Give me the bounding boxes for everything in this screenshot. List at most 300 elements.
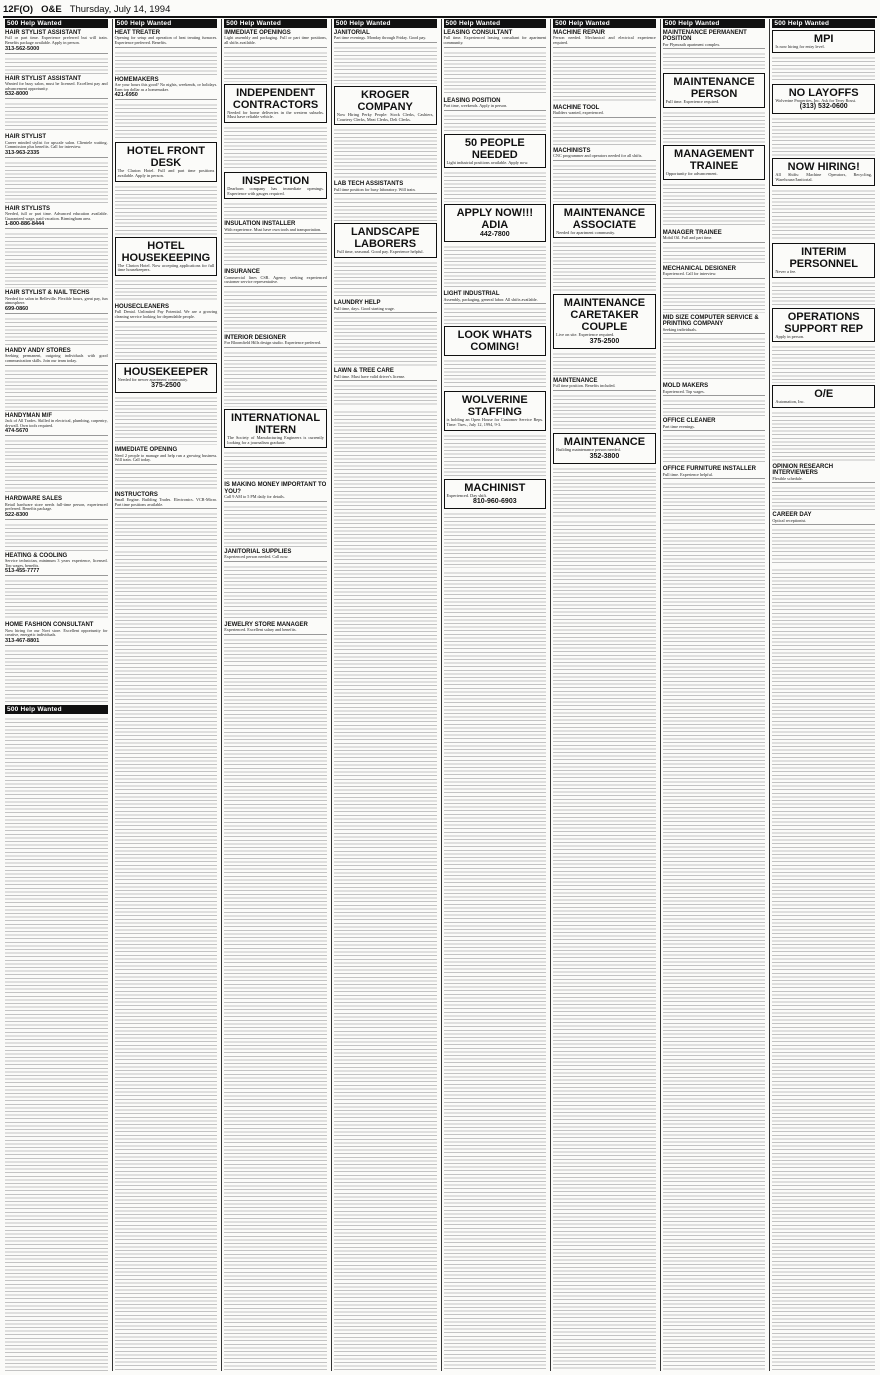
ad-fine-print (663, 281, 766, 313)
ad-fine-print (115, 184, 218, 235)
ad-body: The Clarion Hotel. Full and part time positions available. Apply in person. (117, 168, 215, 178)
classified-ad (224, 172, 327, 199)
ad-fine-print (334, 196, 437, 221)
ad-title: JANITORIAL (333, 30, 370, 36)
ad-fine-print (772, 55, 875, 82)
ad-body: Needed for apartment community. (556, 229, 616, 235)
ad-fine-print (5, 160, 108, 204)
ad-fine-print (772, 280, 875, 306)
ad-phone: 352-3800 (589, 452, 620, 460)
ad-fine-print (115, 50, 218, 75)
section-header: 500 Help Wanted (444, 19, 547, 28)
ad-body: Are your hours this good? No nights, weekends, or holidays. Earn top dollar as a homemaker. (114, 82, 218, 92)
ad-phone: 522-8300 (5, 511, 29, 518)
classified-ad (444, 326, 547, 356)
ad-body: Wanted for busy salon, must be licensed. Excellent pay and advancement opportunity. (5, 81, 108, 91)
column-fine-print (663, 527, 766, 1371)
classified-column-6 (550, 19, 658, 1371)
classified-column-3 (221, 19, 329, 1371)
paper-name: O&E (41, 3, 62, 15)
ad-fine-print (663, 433, 766, 464)
ad-title: KROGER COMPANY (357, 89, 413, 113)
ad-title: WOLVERINE STAFFING (461, 394, 528, 419)
ad-phone: 421-6950 (114, 92, 138, 99)
section-header: 500 Help Wanted (5, 19, 108, 28)
ad-fine-print (553, 120, 656, 146)
ad-title: OPINION RESEARCH INTERVIEWERS (772, 463, 834, 477)
classified-ad (334, 223, 437, 258)
classified-ad (224, 84, 327, 123)
ad-body: Apply in person. (775, 333, 805, 339)
classified-ad (5, 290, 108, 314)
ad-title: MID SIZE COMPUTER SERVICE & PRINTING COMPANY (662, 314, 759, 328)
classified-ad (5, 348, 108, 366)
classified-ad (115, 447, 218, 465)
classified-ad (553, 433, 656, 464)
ad-body: Experienced person needed. Call now. (224, 554, 289, 560)
ad-title: INSTRUCTORS (114, 491, 158, 498)
ad-title: OPERATIONS SUPPORT REP (784, 310, 864, 335)
ad-fine-print (115, 102, 218, 140)
ad-title: MPI (813, 33, 834, 45)
ad-title: 50 PEOPLE NEEDED (464, 136, 525, 161)
ad-body: Dearborn company has immediate openings. Experience with gauges required. (227, 186, 324, 196)
classified-ad (772, 512, 875, 525)
ad-fine-print (224, 564, 327, 620)
classified-ad (663, 145, 766, 180)
classified-ad (224, 409, 327, 448)
ad-title: INTERIOR DESIGNER (224, 335, 286, 341)
ad-phone: 375-2500 (589, 338, 620, 345)
section-header: 500 Help Wanted (663, 19, 766, 28)
classified-ad (772, 464, 875, 483)
column-fine-print (5, 716, 108, 1371)
issue-date: Thursday, July 14, 1994 (69, 3, 171, 15)
ad-body: Now Hiring Perky People: Stock Clerks, Cashiers, Courtesy Clerks, Meat Clerks, Deli Clerks. (336, 112, 434, 122)
ad-title: INTERIM PERSONNEL (789, 245, 858, 270)
ad-fine-print (444, 50, 547, 96)
ad-phone: 375-2500 (151, 382, 181, 390)
classified-ad (224, 30, 327, 48)
ad-body: With experience. Must have own tools and transportation. (224, 226, 322, 232)
section-header: 500 Help Wanted (553, 19, 656, 28)
classified-ad (115, 363, 218, 394)
ad-title: HOUSECLEANERS (114, 304, 169, 310)
ad-body: is holding an Open House for Customer Service Reps. Time: Tues., July 12, 1994, 9-3. (446, 417, 544, 427)
ad-body: All Shifts: Machine Operators, Recycling, Warehouse/Janitorial. (775, 172, 872, 183)
classified-ad (5, 134, 108, 158)
ad-phone: 313-963-2335 (5, 149, 40, 156)
ad-title: LAUNDRY HELP (333, 300, 381, 307)
ad-fine-print (444, 358, 547, 389)
classified-ad (224, 482, 327, 501)
ad-phone: 313-562-5000 (5, 45, 40, 52)
classified-ad (5, 496, 108, 520)
classified-ad (5, 553, 108, 577)
ad-body: Person needed. Mechanical and electrical experience required. (553, 35, 656, 45)
ad-fine-print (444, 306, 547, 324)
ad-title: MECHANICAL DESIGNER (662, 265, 736, 272)
ad-body: Full or part time. Experience preferred but will train. Benefits package available. Apply in person. (5, 35, 108, 45)
ad-fine-print (444, 511, 547, 568)
ad-body: Career minded stylist for upscale salon. Clientele waiting. Commission plus benefits. Call for interview. (5, 139, 108, 150)
column-fine-print (334, 409, 437, 1371)
classified-ad (772, 30, 875, 53)
ad-title: MANAGER TRAINEE (662, 229, 722, 236)
classified-ad (772, 243, 875, 278)
classifieds-columns (3, 19, 877, 1371)
ad-body: Full time. Must have valid driver's license. (333, 373, 406, 379)
ad-fine-print (224, 289, 327, 333)
ad-body: Is now hiring for entry level. (775, 44, 825, 49)
classified-ad (334, 86, 437, 125)
classified-ad (115, 30, 218, 48)
classified-ad (224, 622, 327, 635)
masthead-rule (3, 16, 877, 18)
classified-ad (663, 266, 766, 279)
ad-body: Automation, Inc. (775, 399, 805, 405)
ad-fine-print (334, 315, 437, 366)
ad-title: LOOK WHATS COMING! (457, 329, 532, 354)
ad-fine-print (663, 336, 766, 381)
ad-body: Service technician, minimum 3 years experience, licensed. Top wages, benefits. (5, 558, 108, 568)
ad-body: Part time, weekends. Apply in person. (443, 103, 508, 108)
ad-title: MAINTENANCE CARETAKER COUPLE (563, 297, 646, 334)
ad-body: Call 9 AM to 5 PM daily for details. (224, 494, 285, 500)
ad-fine-print (663, 245, 766, 264)
ad-title: HARDWARE SALES (5, 496, 63, 503)
ad-fine-print (663, 481, 766, 525)
ad-body: Full time position for busy laboratory. Will train. (333, 186, 416, 192)
ad-title: INSULATION INSTALLER (224, 221, 296, 228)
classified-ad (224, 335, 327, 348)
classified-column-8 (769, 19, 877, 1371)
ad-fine-print (5, 578, 108, 620)
classified-column-1 (3, 19, 110, 1371)
section-header: 500 Help Wanted (115, 19, 218, 28)
ad-fine-print (334, 383, 437, 407)
ad-fine-print (224, 637, 327, 666)
ad-fine-print (5, 231, 108, 288)
ad-fine-print (444, 244, 547, 289)
ad-phone: (313) 532-0600 (799, 103, 848, 111)
ad-title: INDEPENDENT CONTRACTORS (232, 86, 319, 111)
ad-fine-print (444, 113, 547, 132)
classified-ad (334, 181, 437, 194)
ad-title: HAIR STYLISTS (5, 205, 51, 212)
classified-ad (772, 158, 875, 185)
ad-fine-print (5, 101, 108, 132)
ad-title: HAIR STYLIST & NAIL TECHS (5, 290, 90, 297)
classified-ad (553, 204, 656, 239)
classified-column-2 (112, 19, 220, 1371)
classified-ad (663, 315, 766, 334)
ad-title: LEASING POSITION (443, 97, 501, 104)
ad-body: The Clarion Hotel. Now accepting applications for full time housekeepers. (117, 262, 215, 273)
ad-fine-print (224, 50, 327, 82)
ad-title: LANDSCAPE LABORERS (350, 226, 420, 251)
ad-body: Full time. Experience helpful. (662, 471, 713, 477)
classified-ad (5, 622, 108, 646)
classified-ad (444, 479, 547, 510)
ad-body: Full time position. Benefits included. (553, 383, 616, 389)
ad-fine-print (224, 125, 327, 170)
ad-fine-print (772, 344, 875, 383)
classified-ad (115, 237, 218, 276)
ad-fine-print (334, 260, 437, 298)
ad-fine-print (553, 163, 656, 202)
ad-title: IMMEDIATE OPENING (114, 447, 178, 454)
classified-ad (553, 294, 656, 349)
ad-phone: 474-5670 (5, 428, 29, 435)
ad-fine-print (663, 182, 766, 228)
classified-ad (444, 134, 547, 169)
ad-title: MACHINIST (464, 481, 526, 494)
ad-title: MOLD MAKERS (662, 383, 709, 390)
ad-body: Retail hardware store needs full-time person, experienced preferred. Benefits package. (5, 501, 108, 512)
ad-title: LIGHT INDUSTRIAL (443, 291, 500, 298)
column-fine-print (772, 567, 875, 1371)
ad-title: HOTEL FRONT DESK (126, 145, 205, 170)
ad-fine-print (553, 466, 656, 517)
ad-fine-print (553, 393, 656, 431)
ad-body: Wolverine Properties, Inc. Ask for Terry Rossi. (775, 97, 857, 103)
ad-phone: 699-0860 (5, 305, 29, 312)
ad-fine-print (5, 316, 108, 346)
ad-fine-print (224, 504, 327, 547)
ad-fine-print (334, 127, 437, 179)
ad-title: LAB TECH ASSISTANTS (333, 181, 404, 188)
classified-column-7 (660, 19, 768, 1371)
ad-fine-print (224, 450, 327, 480)
ad-phone: 532-8000 (5, 91, 29, 98)
classified-ad (115, 492, 218, 510)
column-fine-print (224, 668, 327, 1371)
ad-body: Commercial lines CSR. Agency seeking experienced customer service representative. (224, 274, 327, 285)
classified-ad (553, 148, 656, 161)
classified-ad (663, 230, 766, 243)
classified-ad (5, 206, 108, 230)
ad-title: HAIR STYLIST ASSISTANT (5, 30, 82, 36)
ad-title: NO LAYOFFS (788, 86, 859, 99)
classified-ad (5, 413, 108, 437)
classified-ad (115, 304, 218, 322)
ad-body: Never a fee. (775, 268, 797, 274)
ad-fine-print (772, 188, 875, 241)
classified-ad (663, 73, 766, 108)
ad-body: Full Dental. Unlimited Pay Potential. We are a growing cleaning service looking for dependable people. (114, 309, 218, 319)
classified-ad (772, 308, 875, 343)
ad-title: MACHINE TOOL (553, 104, 600, 111)
ad-fine-print (115, 511, 218, 547)
ad-title: LAWN & TREE CARE (333, 368, 394, 375)
ad-title: INSURANCE (224, 269, 260, 276)
ad-title: JANITORIAL SUPPLIES (224, 548, 292, 555)
ad-fine-print (224, 201, 327, 219)
ad-body: Needed for salon in Belleville. Flexible hours, great pay, fun atmosphere. (5, 295, 108, 306)
ad-body: Now hiring for our Novi store. Excellent opportunity for creative, energetic individuals. (5, 627, 108, 638)
section-header: 500 Help Wanted (334, 19, 437, 28)
ad-body: Needed for newer apartment community. (117, 376, 189, 382)
ad-fine-print (115, 278, 218, 302)
ad-title: HEAT TREATER (114, 30, 161, 36)
classified-ad (444, 391, 547, 430)
ad-body: Optical receptionist. (772, 517, 807, 523)
ad-body: Part time evenings. (662, 423, 695, 429)
ad-title: HOMEMAKERS (114, 76, 159, 83)
ad-title: INSPECTION (241, 175, 310, 187)
ad-title: HANDY ANDY STORES (5, 347, 71, 354)
ad-title: MAINTENANCE PERMANENT POSITION (662, 30, 747, 43)
ad-body: Full time. Experienced leasing consultant for apartment community. (443, 35, 547, 45)
ad-body: Seeking permanent, outgoing individuals with good communication skills. Join our team today. (5, 353, 108, 363)
ad-title: INTERNATIONAL INTERN (231, 412, 321, 436)
ad-fine-print (772, 116, 875, 156)
ad-body: Full time. Experience required. (665, 99, 720, 105)
ad-phone: 1-800-886-8444 (5, 221, 45, 228)
ad-body: Experienced. Call for interview. (662, 271, 717, 277)
ad-body: Seeking individuals. (662, 326, 697, 332)
classified-ad (663, 418, 766, 431)
ad-fine-print (115, 467, 218, 490)
ad-fine-print (5, 368, 108, 411)
ad-body: Experienced. Top wages. (662, 388, 705, 394)
classified-ad (772, 84, 875, 115)
ad-phone: 313-467-8801 (5, 637, 40, 644)
classified-ad (224, 221, 327, 234)
classified-ad (334, 368, 437, 381)
classified-ad (444, 204, 547, 242)
ad-fine-print (334, 45, 437, 84)
classified-ad (663, 383, 766, 396)
ad-body: Full time, seasonal. Good pay. Experience helpful. (336, 249, 424, 255)
classified-ad (444, 30, 547, 48)
ad-fine-print (663, 51, 766, 71)
ad-body: Light industrial positions available. Apply now. (446, 159, 529, 165)
classified-ad (115, 142, 218, 181)
ad-title: MACHINE REPAIR (553, 30, 606, 36)
ad-body: Live on site. Experience required. (556, 332, 615, 338)
ad-fine-print (553, 50, 656, 103)
column-fine-print (444, 570, 547, 1371)
ad-body: The Society of Manufacturing Engineers is currently looking for a journalism graduate. (227, 435, 324, 445)
ad-fine-print (444, 170, 547, 202)
ad-body: CNC programmer and operators needed for all shifts. (553, 153, 643, 158)
ad-body: Need 2 people to manage and help run a growing business. Will train. Call today. (114, 452, 218, 463)
ad-fine-print (224, 350, 327, 407)
ad-title: HOUSEKEEPER (123, 365, 209, 378)
page-number: 12F(O) (3, 3, 34, 15)
section-header-bottom: 500 Help Wanted (5, 705, 108, 714)
ad-body: For Bloomfield Hills design studio. Experience preferred. (224, 340, 322, 346)
ad-fine-print (553, 240, 656, 292)
ad-fine-print (772, 410, 875, 462)
ad-body: Mobil Oil. Full and part time. (662, 235, 713, 241)
ad-title: OFFICE FURNITURE INSTALLER (662, 466, 756, 473)
ad-fine-print (115, 395, 218, 445)
ad-title: OFFICE CLEANER (662, 418, 716, 425)
ad-body: Needed for home deliveries in the western suburbs. Must have reliable vehicle. (227, 109, 324, 120)
ad-phone: 513-455-7777 (5, 568, 40, 575)
classified-ad (444, 291, 547, 304)
classified-column-5 (441, 19, 549, 1371)
ad-body: Experienced. Day shift. (446, 492, 488, 498)
classified-ad (224, 549, 327, 562)
ad-title: IS MAKING MONEY IMPORTANT TO YOU? (224, 482, 327, 495)
classified-ad (334, 300, 437, 313)
ad-fine-print (663, 398, 766, 416)
ad-body: Jack of All Trades. Skilled in electrical, plumbing, carpentry, drywall. Own tools required. (5, 417, 108, 428)
ad-body: Small Engine. Building Trades. Electronics. VCR-Micro. Part time positions available. (114, 497, 218, 507)
ad-fine-print (115, 324, 218, 361)
ad-title: HANDYMAN M/F (5, 412, 52, 419)
ad-fine-print (5, 522, 108, 551)
ad-body: Assembly, packaging, general labor. All shifts available. (443, 296, 538, 302)
classified-ad (5, 76, 108, 100)
column-fine-print (115, 549, 218, 1371)
classified-ad (772, 385, 875, 408)
ad-title: CAREER DAY (772, 512, 812, 519)
ad-fine-print (553, 351, 656, 376)
ad-body: For Plymouth apartment complex. (662, 41, 721, 47)
classified-ad (663, 30, 766, 49)
classified-ad (224, 269, 327, 287)
ad-title: APPLY NOW!!! ADIA (456, 207, 534, 232)
ad-body: Needed, full or part time. Advanced education available. Guaranteed wage, paid vacation. Birmingham area. (5, 211, 108, 221)
ad-title: HAIR STYLIST ASSISTANT (5, 75, 82, 82)
ad-fine-print (5, 56, 108, 74)
classified-column-4 (331, 19, 439, 1371)
ad-title: MAINTENANCE (563, 436, 646, 448)
ad-title: HAIR STYLIST (5, 134, 47, 141)
ad-title: MANAGEMENT TRAINEE (674, 148, 755, 173)
ad-title: LEASING CONSULTANT (443, 30, 513, 36)
section-header: 500 Help Wanted (772, 19, 875, 28)
ad-body: Opening for setup and operation of heat treating furnaces. Experience preferred. Benefits. (114, 35, 218, 45)
classified-ad (553, 378, 656, 391)
ad-body: Light assembly and packaging. Full or part time positions, all shifts available. (224, 35, 327, 45)
ad-fine-print (444, 433, 547, 477)
ad-body: Building maintenance person needed. (556, 447, 621, 452)
ad-title: JEWELRY STORE MANAGER (224, 621, 308, 628)
ad-fine-print (663, 110, 766, 143)
ad-phone: 442-7800 (480, 231, 510, 239)
ad-title: MAINTENANCE PERSON (673, 76, 755, 101)
column-fine-print (553, 519, 656, 1371)
ad-fine-print (5, 438, 108, 494)
ad-fine-print (224, 236, 327, 267)
ad-title: O/E (814, 388, 834, 401)
ad-body: Flexible schedule. (772, 475, 803, 481)
classified-ad (334, 30, 437, 43)
ad-body: Experienced. Excellent salary and benefits. (224, 627, 297, 633)
ad-title: HEATING & COOLING (5, 552, 68, 559)
ad-title: MAINTENANCE ASSOCIATE (563, 206, 646, 231)
classified-ad (5, 30, 108, 54)
classified-ad (553, 105, 656, 118)
section-header: 500 Help Wanted (224, 19, 327, 28)
ad-title: MACHINISTS (553, 147, 591, 154)
ad-title: NOW HIRING! (787, 161, 860, 174)
ad-phone: 810-960-6903 (473, 498, 517, 506)
ad-title: IMMEDIATE OPENINGS (224, 30, 291, 36)
ad-fine-print (5, 648, 108, 703)
classified-ad (553, 30, 656, 48)
ad-body: Part time evenings. Monday through Friday. Good pay. (333, 35, 427, 41)
classified-ad (115, 77, 218, 101)
classified-ad (663, 466, 766, 479)
ad-title: MAINTENANCE (553, 378, 598, 384)
